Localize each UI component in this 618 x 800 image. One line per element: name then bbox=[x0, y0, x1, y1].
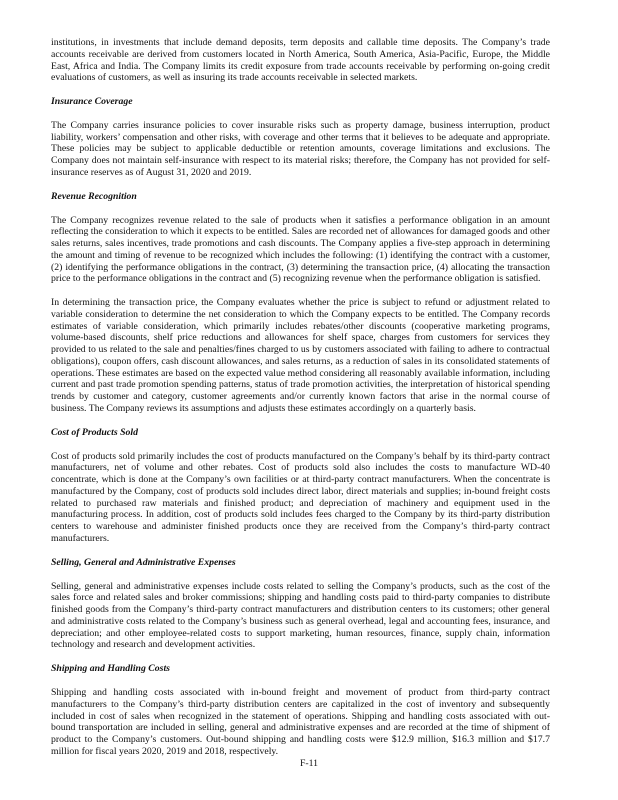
heading-shipping-handling: Shipping and Handling Costs bbox=[51, 663, 170, 675]
paragraph-shipping-handling: Shipping and handling costs associated with in-bound freight and movement of product from third-party contract manufacturers to the Company’s third-party distribution centers are capitalized in the cost of inventory and subsequently included in cost of sales when recognized in the statement of operations. Shipping and handling costs associated with out-bound transportation are included in selling, general and administrative expenses and are recorded at the time of shipment of product to the Company’s customers. Out-bound shipping and handling costs were $12.9 million, $16.3 million and $17.7 million for fiscal years 2020, 2019 and 2018, respectively. bbox=[51, 687, 550, 757]
paragraph-insurance-coverage: The Company carries insurance policies to cover insurable risks such as property damage, business interruption, product liability, workers’ compensation and other risks, with coverage and other terms that it believes to be adequate and appropriate. These policies may be subject to applicable deductible or retention amounts, coverage limitations and exclusions. The Company does not maintain self-insurance with respect to its material risks; therefore, the Company has not provided for self-insurance reserves as of August 31, 2020 and 2019. bbox=[51, 119, 550, 178]
paragraph-transaction-price: In determining the transaction price, the Company evaluates whether the price is subject to refund or adjustment related to variable consideration to determine the net consideration to which the Company expects to be entitled. The Company records estimates of variable consideration, which primarily includes rebates/other discounts (cooperative marketing programs, volume-based discounts, shelf price reductions and allowances for shelf space, charges from customers for services they provided to us related to the sale and penalties/fines charged to us by customers associated with failing to adhere to contractual obligations), coupon offers, cash discount allowances, and sales returns, as a reduction of sales in its consolidated statements of operations. These estimates are based on the expected value method considering all reasonably available information, including current and past trade promotion spending patterns, status of trade promotion activities, the interpretation of historical spending trends by customer and category, customer agreements and/or currently known factors that arise in the normal course of business. The Company reviews its assumptions and adjusts these estimates accordingly on a quarterly basis. bbox=[51, 297, 550, 414]
heading-insurance-coverage: Insurance Coverage bbox=[51, 96, 133, 108]
paragraph-cost-of-products-sold: Cost of products sold primarily includes the cost of products manufactured on the Company’s behalf by its third-party contract manufacturers, net of volume and other rebates. Cost of products sold also includes the costs to manufacture WD-40 concentrate, which is done at the Company’s own facilities or at third-party contract manufacturers. When the concentrate is manufactured by the Company, cost of products sold includes direct labor, direct materials and supplies; in-bound freight costs related to purchased raw materials and finished product; and depreciation of machinery and equipment used in the manufacturing process. In addition, cost of products sold includes fees charged to the Company by its third-party distribution centers to warehouse and administer finished products once they are received from the Company’s third-party contract manufacturers. bbox=[51, 450, 550, 544]
paragraph-revenue-recognition: The Company recognizes revenue related to the sale of products when it satisfies a performance obligation in an amount reflecting the consideration to which it expects to be entitled. Sales are recorded net of allowances for damaged goods and other sales returns, sales incentives, trade promotions and cash discounts. The Company applies a five-step approach in determining the amount and timing of revenue to be recognized which includes the following: (1) identifying the contract with a customer, (2) identifying the performance obligations in the contract, (3) determining the transaction price, (4) allocating the transaction price to the performance obligations in the contract and (5) recognizing revenue when the performance obligation is satisfied. bbox=[51, 214, 550, 285]
heading-revenue-recognition: Revenue Recognition bbox=[51, 190, 137, 202]
heading-cost-of-products-sold: Cost of Products Sold bbox=[51, 426, 138, 438]
heading-sga-expenses: Selling, General and Administrative Expenses bbox=[51, 556, 236, 568]
paragraph-sga-expenses: Selling, general and administrative expenses include costs related to selling the Company’s products, such as the cost of the sales force and related sales and broker commissions; shipping and handling costs paid to third-party companies to distribute finished goods from the Company’s third-party contract manufacturers and distribution centers to its customers; other general and administrative costs related to the Company’s business such as general overhead, legal and accounting fees, insurance, and depreciation; and other employee-related costs to support marketing, human resources, finance, supply chain, information technology and research and development activities. bbox=[51, 580, 550, 651]
paragraph-concentration-of-credit: institutions, in investments that include demand deposits, term deposits and callable time deposits. The Company’s trade accounts receivable are derived from customers located in North America, South America, Asia-Pacific, Europe, the Middle East, Africa and India. The Company limits its credit exposure from trade accounts receivable by performing on-going credit evaluations of customers, as well as insuring its trade accounts receivable in selected markets. bbox=[51, 37, 550, 84]
document-body bbox=[51, 37, 550, 770]
page-number: F-11 bbox=[299, 758, 319, 769]
